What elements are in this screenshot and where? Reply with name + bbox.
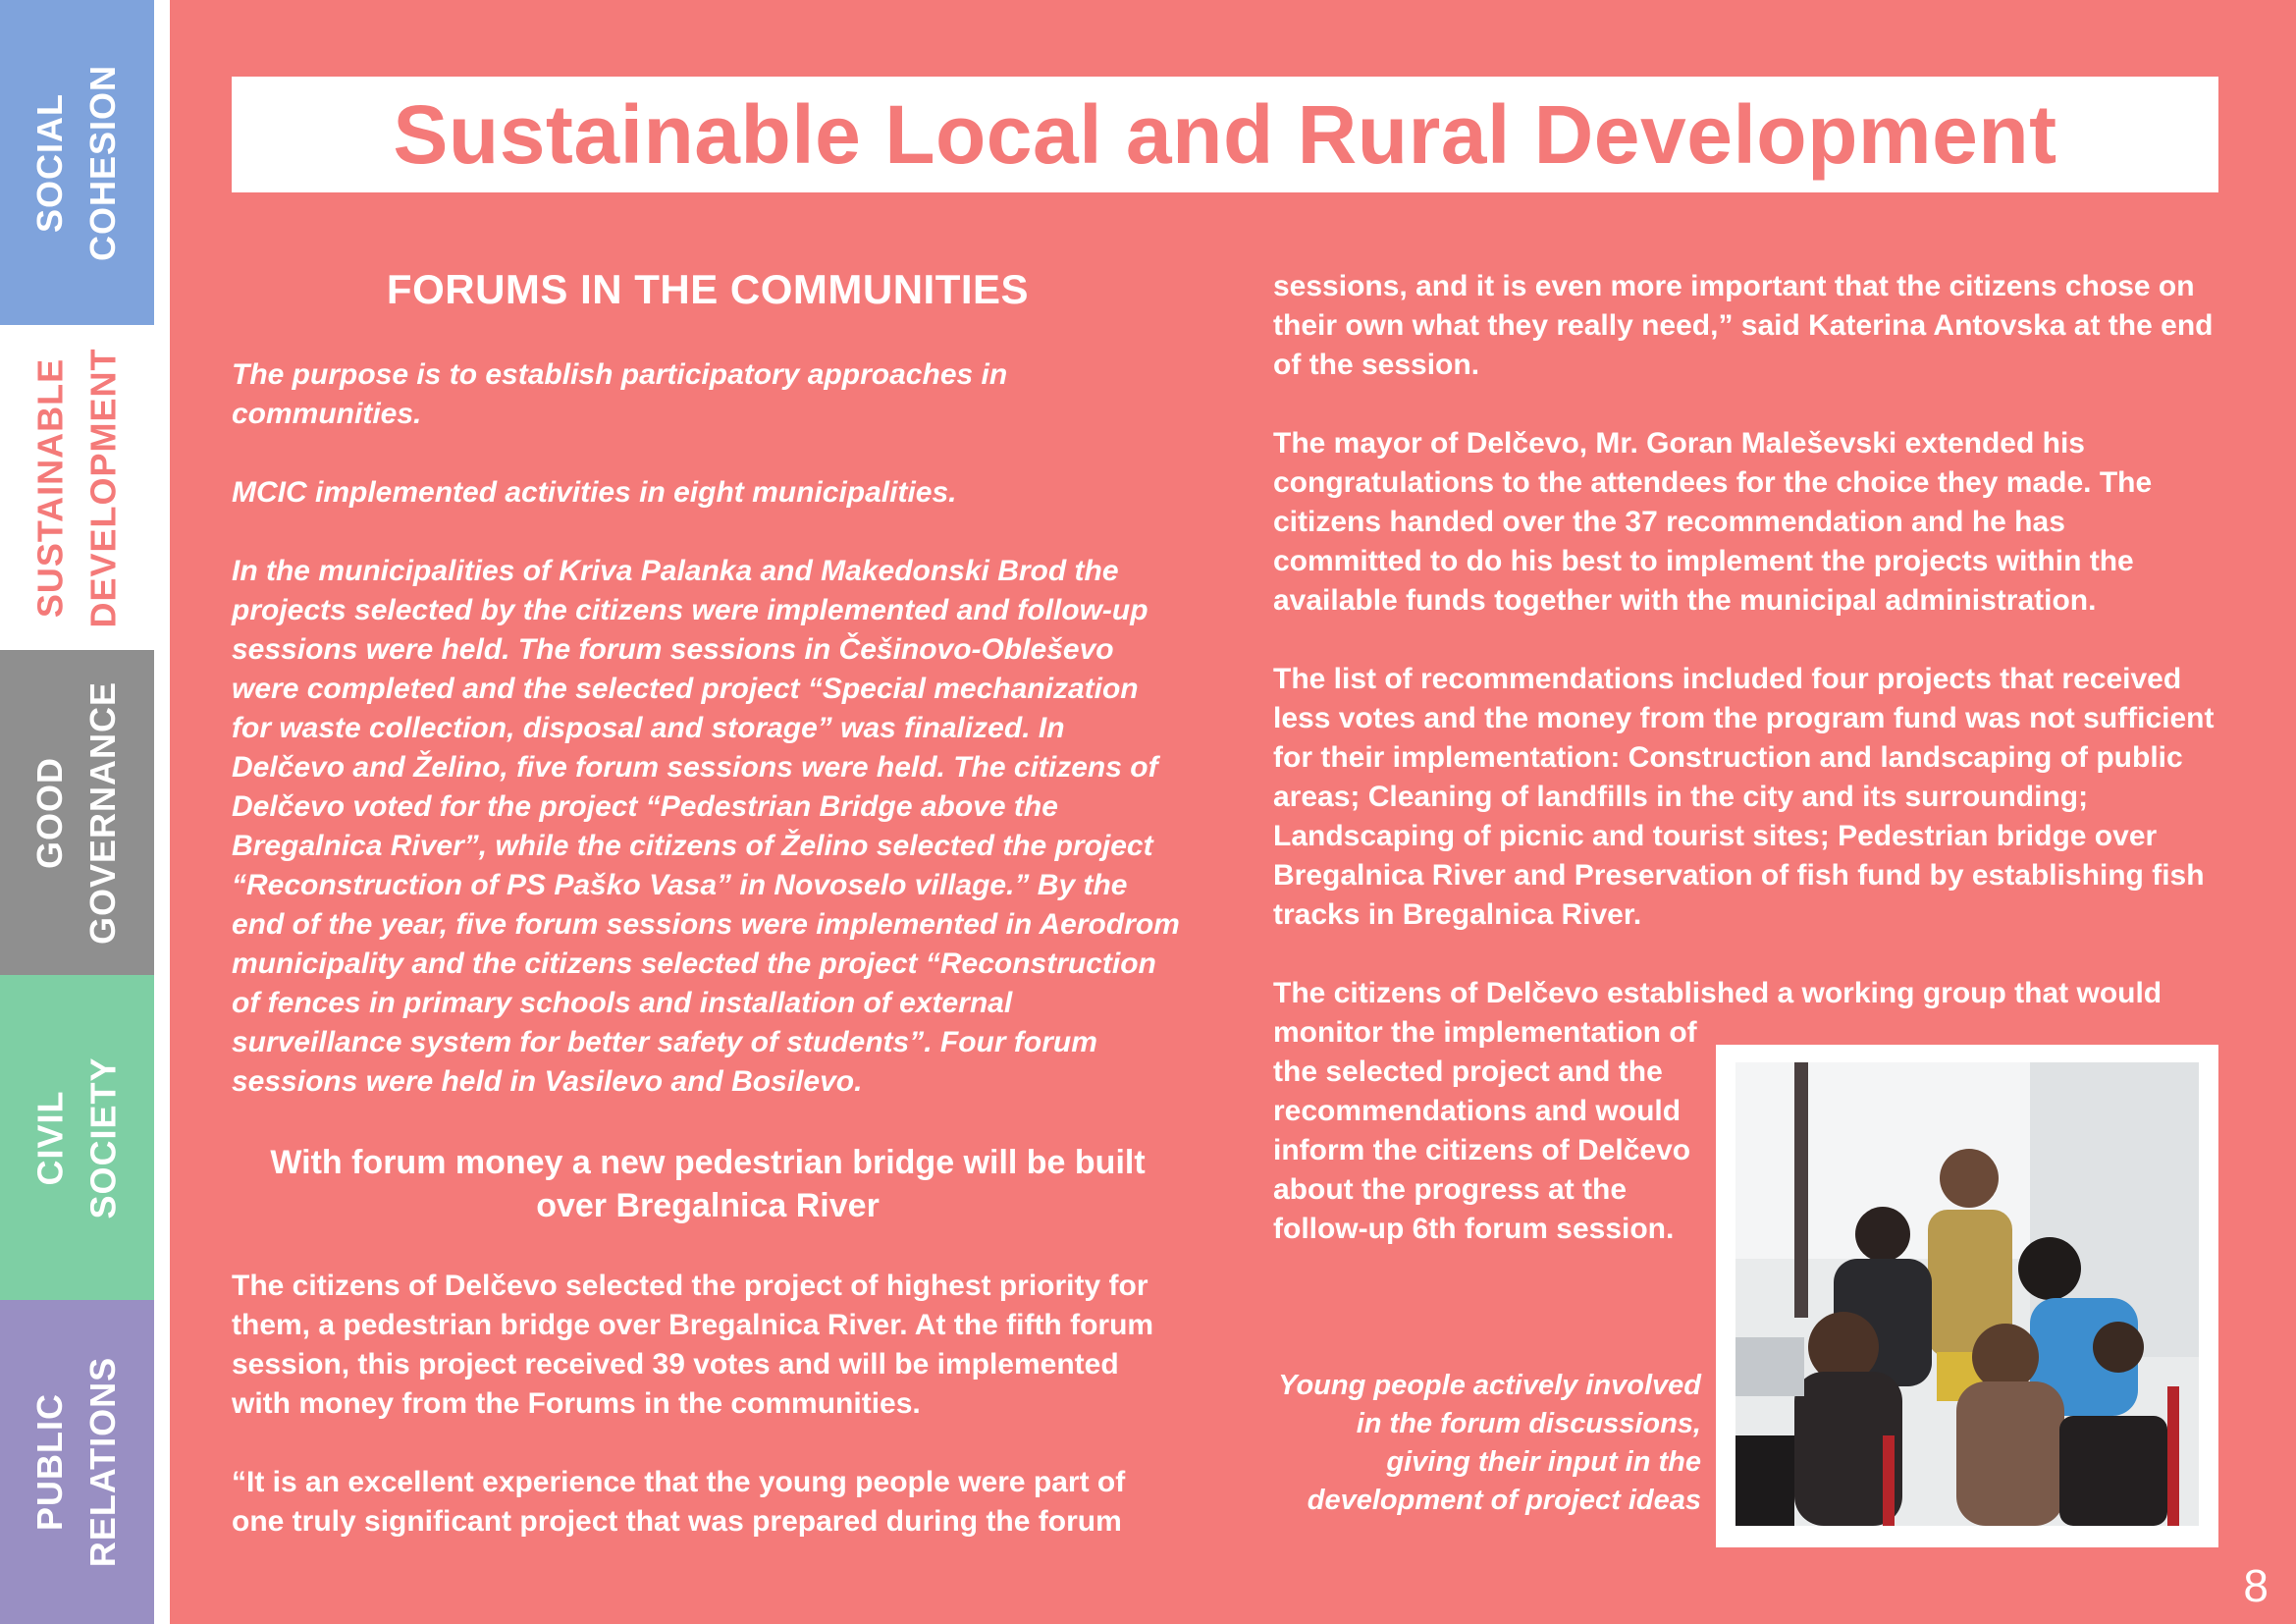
page-number: 8 (2243, 1560, 2269, 1611)
tab-public-relations[interactable] (0, 1300, 154, 1624)
left-column (232, 265, 1184, 1581)
tab-civil-society[interactable] (0, 975, 154, 1300)
tab-label: SOCIAL COHESION (29, 64, 124, 261)
body-paragraph: The citizens of Delčevo selected the project of highest priority for them, a pedestrian bridge over Bregalnica River. At the fifth forum session, this project received 39 votes and will be implemented with money from the Forums in the communities. (232, 1270, 1154, 1421)
body-paragraph: “It is an excellent experience that the young people were part of one truly significant project that was prepared during the forum (232, 1466, 1126, 1539)
photo-frame (1716, 1045, 2218, 1547)
tab-label: SUSTAINABLE DEVELOPMENT (29, 347, 124, 628)
page-title: Sustainable Local and Rural Development (393, 87, 2057, 181)
article-subheading: With forum money a new pedestrian bridge will be built over Bregalnica River (270, 1144, 1146, 1225)
body-paragraph: The list of recommendations included four projects that received less votes and the money from the program fund was not sufficient for their implementation: Construction and landscaping of public areas; Cleaning of landfills in the city and its surrounding; Landscaping of picnic and tourist sites; Pedestrian bridge over Bregalnica River and Preservation of fish fund by establishing fish tracks in Bregalnica River. (1273, 663, 2215, 931)
tab-label: CIVIL SOCIETY (29, 1056, 124, 1219)
tab-label: GOOD GOVERNANCE (29, 680, 124, 945)
body-paragraph-line: The citizens of Delčevo established a working group that would (1273, 977, 2163, 1009)
body-paragraph: The mayor of Delčevo, Mr. Goran Maleševski extended his congratulations to the attendees for the choice they made. The citizens handed over the 37 recommendation and he has committed to do his best to implement the projects within the available funds together with the municipal administration. (1273, 427, 2153, 617)
sidebar-divider (154, 0, 170, 1624)
tab-sustainable-development[interactable] (0, 325, 154, 650)
tab-social-cohesion[interactable] (0, 0, 154, 325)
forum-discussion-photo (1735, 1062, 2199, 1526)
photo-caption: Young people actively involved in the forum discussions, giving their input in the development of project ideas (1278, 1370, 1701, 1516)
tab-label: PUBLIC RELATIONS (29, 1356, 124, 1568)
body-paragraph: sessions, and it is even more important that the citizens chose on their own what they really need,” said Katerina Antovska at the end of the session. (1273, 270, 2214, 381)
tab-good-governance[interactable] (0, 650, 154, 975)
intro-paragraph: In the municipalities of Kriva Palanka and Makedonski Brod the projects selected by the citizens were implemented and follow-up sessions were held. The forum sessions in Češinovo-Obleševo were completed and the selected project “Special mechanization for waste collection, disposal and storage” was finalized. In Delčevo and Želino, five forum sessions were held. The citizens of Delčevo voted for the project “Pedestrian Bridge above the Bregalnica River”, while the citizens of Želino selected the project “Reconstruction of PS Paško Vasa” in Novoselo village.” By the end of the year, five forum sessions were implemented in Aerodrom municipality and the citizens selected the project “Reconstruction of fences in primary schools and installation of external surveillance system for better safety of students”. Four forum sessions were held in Vasilevo and Bosilevo. (232, 555, 1180, 1099)
section-heading: FORUMS IN THE COMMUNITIES (386, 266, 1030, 312)
section-sidebar (0, 0, 154, 1624)
body-paragraph-wrapped: monitor the implementation of the selected project and the recommendations and would inform the citizens of Delčevo about the progress at the follow-up 6th forum session. (1273, 1016, 1697, 1245)
intro-paragraph: MCIC implemented activities in eight municipalities. (232, 476, 957, 510)
intro-paragraph: The purpose is to establish participatory approaches in communities. (232, 358, 1008, 431)
title-banner (232, 77, 2218, 192)
